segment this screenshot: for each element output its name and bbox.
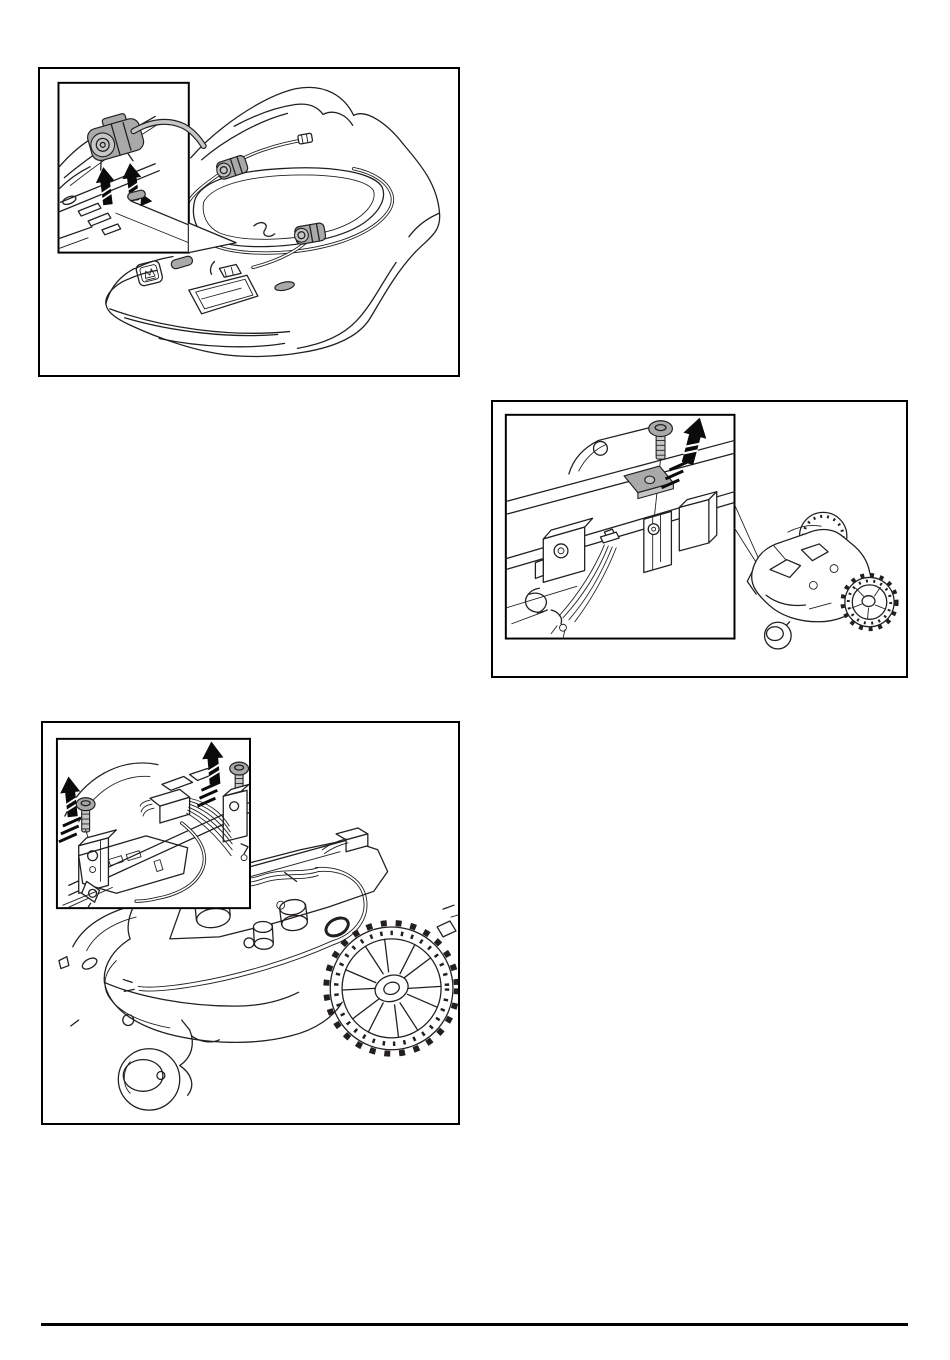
caster-wheel xyxy=(118,1020,192,1110)
loop-wire-connector xyxy=(293,222,326,245)
chassis-overview xyxy=(747,512,896,649)
inset-pointer-wedge xyxy=(189,223,236,253)
figure-top-cover xyxy=(38,67,460,377)
vent-slot xyxy=(274,280,295,292)
rear-wheel xyxy=(326,923,457,1054)
figure-chassis-drawing xyxy=(43,723,458,1123)
footer-rule xyxy=(41,1323,908,1326)
loop-wire-connector xyxy=(214,154,249,180)
brand-crown-logo xyxy=(135,260,163,287)
wire-clip xyxy=(298,133,313,144)
figure-cable-clamp-drawing xyxy=(493,402,906,676)
mounting-post xyxy=(644,511,672,572)
figure-chassis-screws xyxy=(41,721,460,1125)
inset-box xyxy=(58,83,188,253)
mounting-post xyxy=(223,784,249,841)
stop-button xyxy=(170,255,193,270)
figure-cable-clamp xyxy=(491,400,908,678)
figure-top-cover-drawing xyxy=(40,69,458,375)
caster-wheel xyxy=(765,622,792,649)
